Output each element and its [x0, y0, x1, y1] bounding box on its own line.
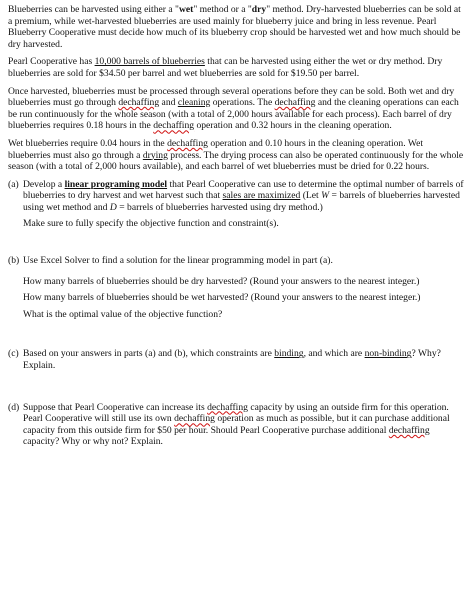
question-b-intro: Use Excel Solver to find a solution for the linear programming model in part (a). — [23, 255, 333, 267]
wet-requirements-paragraph — [8, 138, 465, 173]
variable-w: W — [321, 190, 330, 202]
spellcheck-word: dechaffing — [388, 424, 430, 436]
spellcheck-word: dechaffing — [274, 97, 316, 109]
processing-text: and the cleaning operations can each be run continuously for the whole season (with a total of 2,000 hours available for each process). Each barrel of dry blueberries requires 0.18 hours in the — [8, 97, 459, 132]
non-binding-term: non-binding — [364, 348, 412, 360]
wet-term: wet — [178, 4, 194, 15]
intro-text: " method or a " — [193, 4, 252, 15]
question-a-note: Make sure to fully specify the objective function and constraint(s). — [23, 217, 279, 229]
question-a-text — [23, 179, 465, 214]
question-label: (c) — [8, 348, 19, 360]
question-text: Develop a — [23, 178, 65, 190]
question-d-text — [23, 402, 465, 448]
question-text: = barrels of blueberries harvested using wet method and — [23, 190, 460, 213]
question-b-objective: What is the optimal value of the objective function? — [23, 308, 223, 320]
processing-text: operation and 0.32 hours in the cleaning operation. — [194, 120, 392, 132]
question-text: operation as much as possible, but it can purchase additional capacity from this outside firm for $50 per hour. Should Pearl Cooperative purchase additional — [23, 413, 450, 436]
question-b-dry: How many barrels of blueberries should be dry harvested? (Round your answers to the nearest integer.) — [23, 275, 420, 287]
question-body — [23, 348, 465, 371]
spellcheck-word: dechaffing — [207, 401, 248, 413]
intro-text: " method. Dry-harvested blueberries can be sold at a premium, while wet-harvested blueberries are used mainly for blueberry juice and bring in less revenue. Pearl Blueberry Cooperative must decide how much of its blueberry crop should be harvested wet and how much should be dry harvested. — [8, 4, 461, 50]
cleaning-term: cleaning — [177, 97, 211, 109]
question-text: = barrels of blueberries harvested using dry method.) — [116, 201, 323, 213]
question-body — [23, 402, 465, 448]
processing-paragraph — [8, 86, 465, 132]
wet-req-text: operation and 0.10 hours in the cleaning operation. Wet blueberries must also go through a — [8, 137, 424, 161]
spellcheck-word: dechaffing — [174, 413, 215, 425]
wet-req-text: process. The drying process can also be operated continuously for the whole season (with a total of 2,000 hours available), and each barrel of wet blueberries must be dried for 0.22 hours. — [8, 149, 464, 173]
question-text: ? Why? Explain. — [23, 348, 441, 372]
question-text: , and which are — [303, 348, 365, 360]
processing-text: and — [159, 97, 178, 109]
sales-maximized-term: sales are maximized — [222, 190, 301, 202]
question-text: capacity by using an outside firm for this operation. Pearl Cooperative will still use its own — [23, 401, 449, 425]
question-text: Based on your answers in parts (a) and (b), which constraints are — [23, 348, 275, 360]
drying-term: drying — [142, 149, 168, 161]
question-text: Suppose that Pearl Cooperative can increase its — [23, 401, 208, 413]
question-b — [8, 255, 465, 320]
capacity-amount: 10,000 barrels of blueberries — [94, 56, 205, 68]
spellcheck-word: dechaffing — [118, 97, 160, 109]
wet-req-text: Wet blueberries require 0.04 hours in the — [8, 137, 168, 149]
capacity-text: Pearl Cooperative has — [8, 56, 95, 68]
spellcheck-word: dechaffing — [153, 120, 195, 132]
capacity-text: that can be harvested using either the wet or dry method. Dry blueberries are sold for $34.50 per barrel and wet blueberries are sold for $19.50 per barrel. — [8, 56, 443, 79]
spellcheck-word: dechaffing — [167, 137, 208, 149]
capacity-paragraph — [8, 56, 465, 79]
question-text: capacity? Why or why not? Explain. — [23, 436, 163, 448]
question-c — [8, 348, 465, 371]
lp-model-term: linear programing model — [64, 178, 168, 190]
question-d — [8, 402, 465, 448]
question-text: that Pearl Cooperative can use to determine the optimal number of barrels of blueberries to dry harvest and wet harvest such that — [23, 178, 464, 202]
question-label: (b) — [8, 255, 20, 267]
processing-text: Once harvested, blueberries must be processed through several operations before they can be sold. Both wet and dry blueberries must go through — [8, 85, 455, 109]
dry-term: dry — [251, 4, 267, 15]
processing-text: operations. The — [210, 97, 275, 109]
intro-text: Blueberries can be harvested using either a " — [8, 4, 179, 15]
question-b-wet: How many barrels of blueberries should be wet harvested? (Round your answers to the nearest integer.) — [23, 292, 421, 304]
question-label: (a) — [8, 178, 19, 190]
binding-term: binding — [274, 348, 304, 360]
question-c-text — [23, 348, 465, 371]
variable-d: D — [109, 201, 117, 213]
intro-paragraph — [8, 4, 465, 50]
question-text: (Let — [300, 190, 322, 202]
question-body — [23, 179, 465, 229]
question-label: (d) — [8, 401, 20, 413]
question-a — [8, 179, 465, 229]
question-body — [23, 255, 465, 320]
